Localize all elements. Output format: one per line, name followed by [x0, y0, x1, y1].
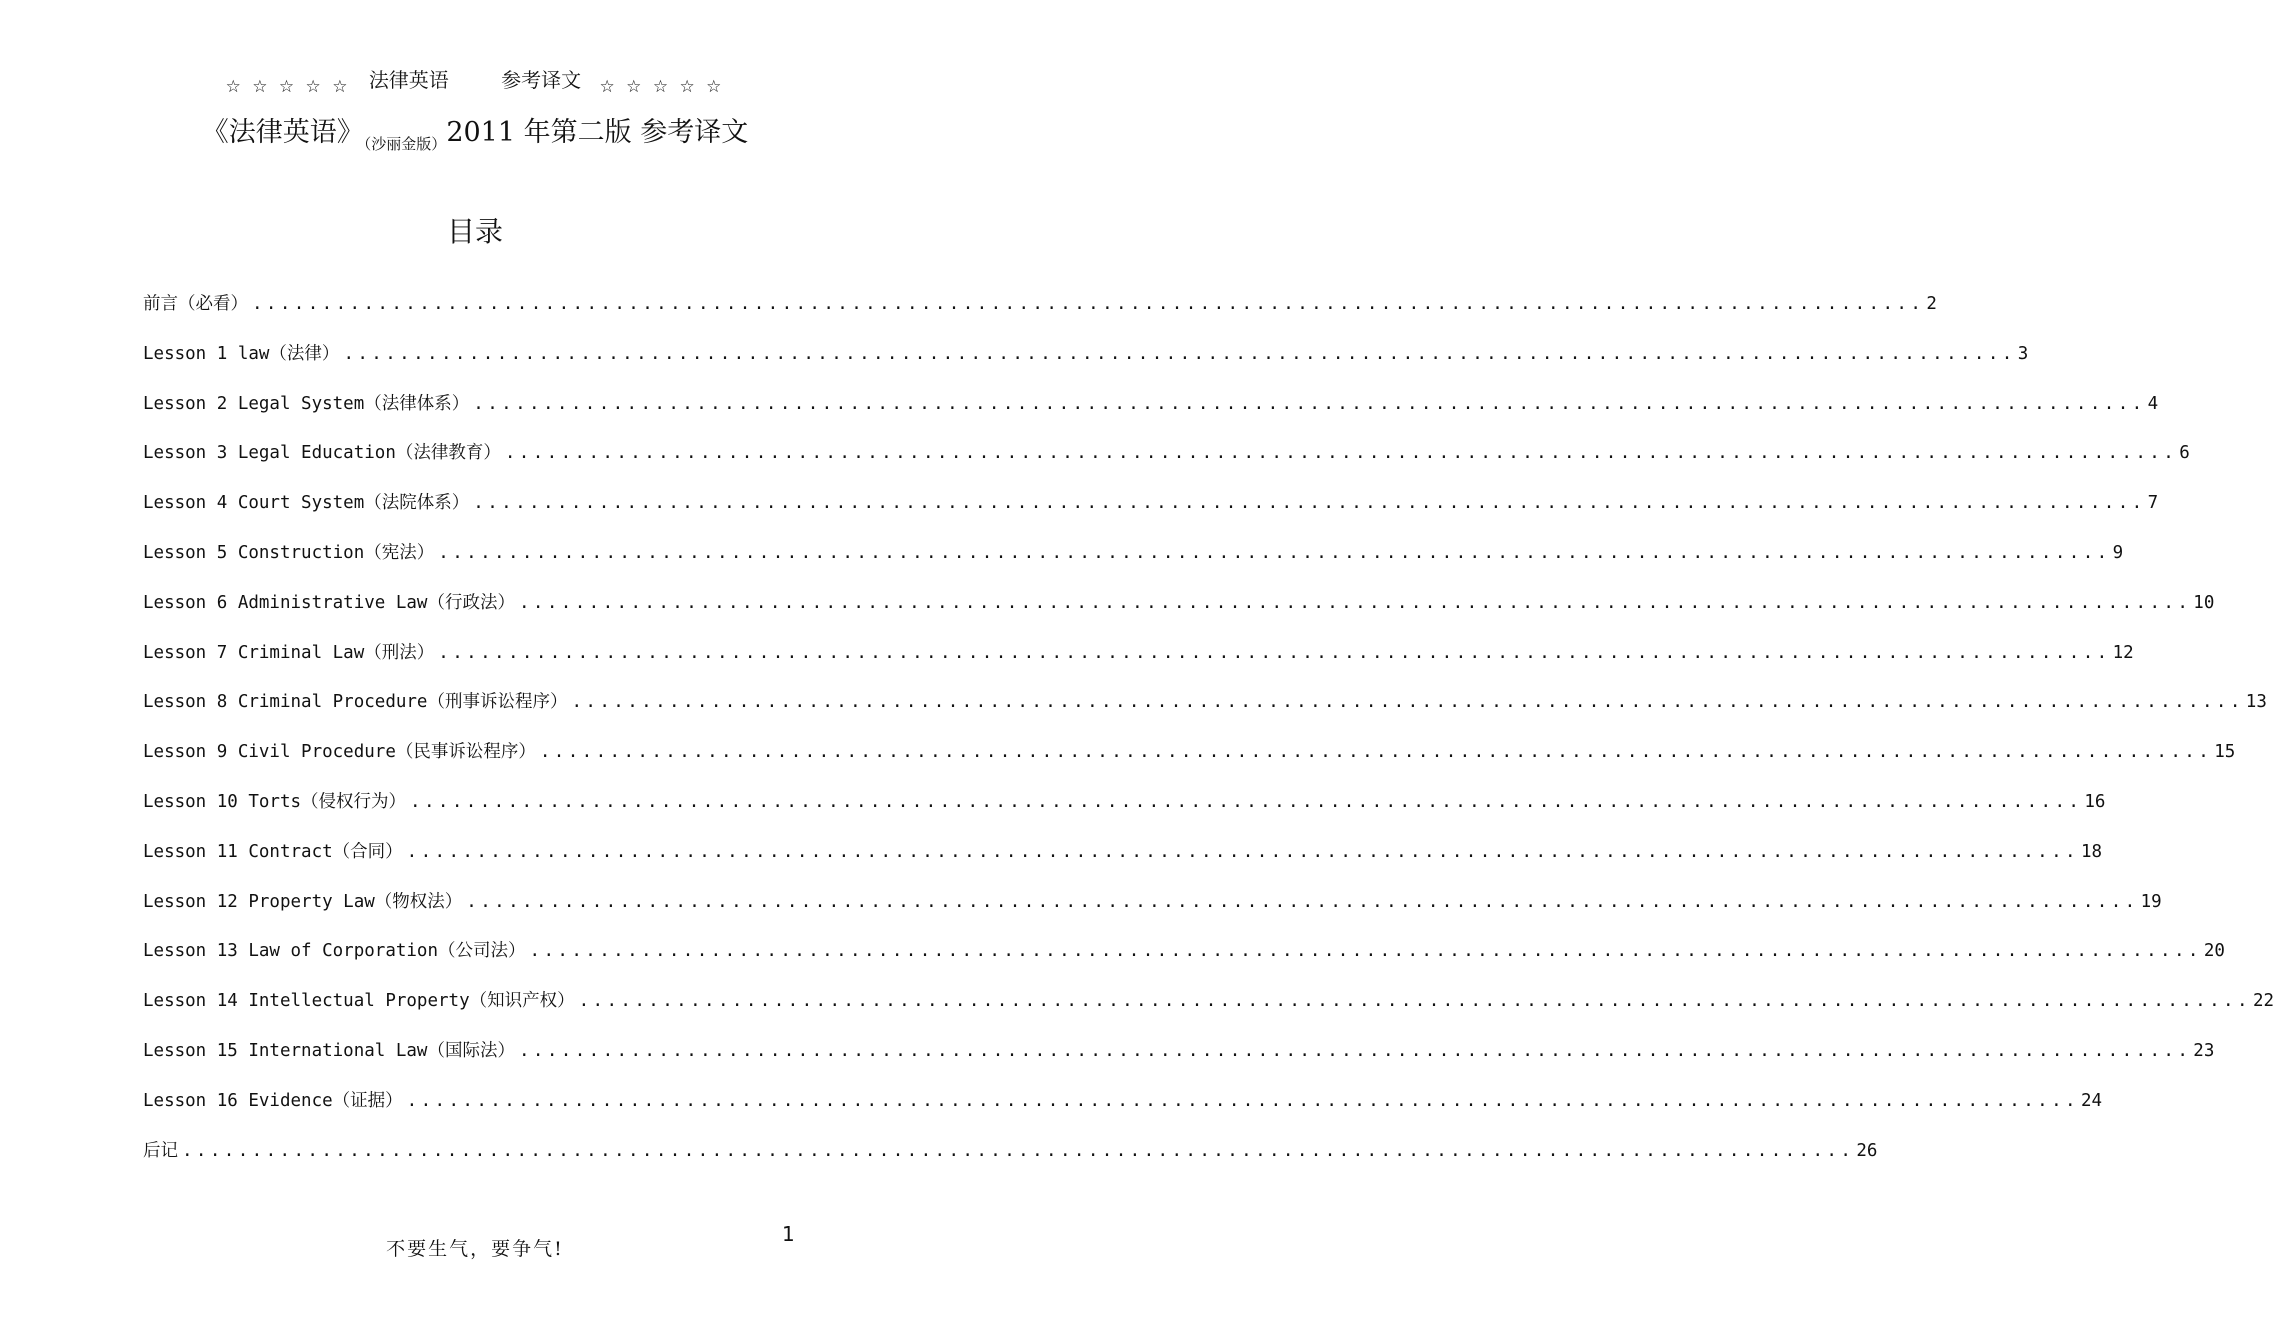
toc-entry[interactable] — [143, 639, 2134, 689]
toc-leader-dots: ........................................................................................................................ — [504, 443, 2178, 464]
toc-entry-label: Lesson 9 Civil Procedure（民事诉讼程序） — [143, 742, 536, 763]
toc-leader-dots: ........................................................................................................................ — [529, 941, 2202, 962]
toc-entry-label: Lesson 10 Torts（侵权行为） — [143, 791, 407, 812]
toc-leader-dots: ........................................................................................................................ — [252, 294, 1925, 314]
toc-entry[interactable] — [143, 1137, 1878, 1187]
toc-entry-label: Lesson 3 Legal Education（法律教育） — [143, 443, 501, 464]
toc-entry[interactable] — [143, 1037, 2215, 1087]
toc-leader-dots: ........................................................................................................................ — [410, 791, 2083, 812]
toc-entry-page: 2 — [1926, 294, 1937, 314]
toc-leader-dots: ........................................................................................................................ — [182, 1140, 1855, 1161]
toc-entry[interactable] — [143, 390, 2159, 440]
toc-entry-label: Lesson 13 Law of Corporation（公司法） — [143, 941, 526, 962]
toc-entry-page: 3 — [2017, 343, 2029, 364]
toc-entry-page: 20 — [2203, 941, 2225, 962]
page-header — [0, 64, 950, 97]
toc-leader-dots: ........................................................................................................................ — [438, 642, 2111, 663]
toc-entry-label: Lesson 7 Criminal Law（刑法） — [143, 642, 435, 663]
toc-entry-label: Lesson 6 Administrative Law（行政法） — [143, 592, 515, 613]
toc-entry[interactable] — [143, 838, 2103, 888]
toc-entry-label: 前言（必看） — [143, 294, 248, 314]
toc-entry-page: 24 — [2080, 1090, 2103, 1111]
toc-entry-page: 23 — [2193, 1040, 2215, 1061]
toc-entry-page: 9 — [2112, 542, 2124, 563]
toc-entry[interactable] — [143, 888, 2162, 938]
header-title: 法律英语 — [368, 68, 449, 92]
toc-entry-label: Lesson 12 Property Law（物权法） — [143, 891, 463, 912]
toc-entry[interactable] — [143, 539, 2124, 589]
toc-entry-label: Lesson 2 Legal System（法律体系） — [143, 393, 470, 414]
toc-entry-page: 10 — [2193, 592, 2215, 613]
toc-entry[interactable] — [143, 589, 2215, 639]
toc-entry-label: 后记 — [143, 1140, 178, 1161]
toc-entry[interactable] — [143, 290, 1937, 340]
toc-entry-page: 19 — [2140, 891, 2162, 912]
toc-leader-dots: ........................................................................................................................ — [571, 692, 2244, 713]
title-edition-note: （沙丽金版） — [363, 135, 447, 153]
toc-entry[interactable] — [143, 489, 2159, 539]
toc-entry[interactable] — [143, 937, 2225, 987]
toc-entry[interactable] — [143, 1087, 2103, 1137]
toc-entry-label: Lesson 11 Contract（合同） — [143, 841, 403, 862]
toc-entry-page: 26 — [1856, 1140, 1878, 1161]
toc-leader-dots: ........................................................................................................................ — [518, 592, 2192, 613]
toc-entry-label: Lesson 8 Criminal Procedure（刑事诉讼程序） — [143, 692, 568, 713]
toc-entry-page: 18 — [2080, 841, 2103, 862]
toc-entry-page: 7 — [2147, 493, 2159, 514]
toc-leader-dots: ........................................................................................................................ — [473, 493, 2146, 514]
toc-heading: 目录 — [446, 215, 503, 248]
toc-leader-dots: ........................................................................................................................ — [343, 343, 2016, 364]
page-number: 1 — [782, 1222, 795, 1246]
toc-entry[interactable] — [143, 340, 2029, 390]
toc-entry[interactable] — [143, 987, 2274, 1037]
toc-entry-page: 15 — [2214, 742, 2236, 763]
table-of-contents — [143, 290, 2274, 1186]
toc-leader-dots: ........................................................................................................................ — [406, 841, 2079, 862]
toc-entry[interactable] — [143, 439, 2190, 489]
toc-leader-dots: ........................................................................................................................ — [438, 542, 2111, 563]
toc-entry-label: Lesson 4 Court System（法院体系） — [143, 493, 470, 514]
toc-entry-page: 16 — [2084, 791, 2106, 812]
star-icons-right: ☆ ☆ ☆ ☆ ☆ — [599, 77, 725, 97]
toc-entry-page: 22 — [2252, 991, 2274, 1012]
toc-leader-dots: ........................................................................................................................ — [473, 393, 2146, 414]
toc-leader-dots: ........................................................................................................................ — [518, 1040, 2192, 1061]
toc-entry-page: 6 — [2179, 443, 2190, 464]
toc-leader-dots: ........................................................................................................................ — [578, 991, 2251, 1012]
toc-entry[interactable] — [143, 738, 2236, 788]
toc-entry-label: Lesson 1 law（法律） — [143, 343, 340, 364]
header-subtitle: 参考译文 — [501, 68, 582, 92]
toc-entry-label: Lesson 14 Intellectual Property（知识产权） — [143, 991, 575, 1012]
toc-leader-dots: ........................................................................................................................ — [466, 891, 2139, 912]
toc-entry-label: Lesson 16 Evidence（证据） — [143, 1090, 403, 1111]
title-rest: 2011 年第二版 参考译文 — [446, 117, 749, 148]
star-icons-left: ☆ ☆ ☆ ☆ ☆ — [225, 77, 351, 97]
title-main: 《法律英语》 — [201, 117, 364, 148]
toc-leader-dots: ........................................................................................................................ — [406, 1090, 2079, 1111]
toc-entry-label: Lesson 5 Construction（宪法） — [143, 542, 435, 563]
toc-entry[interactable] — [143, 688, 2267, 738]
toc-entry-page: 12 — [2112, 642, 2134, 663]
toc-entry-page: 13 — [2245, 692, 2267, 713]
toc-entry-label: Lesson 15 International Law（国际法） — [143, 1040, 515, 1061]
document-title — [0, 110, 950, 153]
toc-entry-page: 4 — [2147, 393, 2159, 414]
toc-leader-dots: ........................................................................................................................ — [539, 742, 2213, 763]
toc-entry[interactable] — [143, 788, 2106, 838]
footer-motto: 不要生气，要争气! — [386, 1238, 564, 1260]
